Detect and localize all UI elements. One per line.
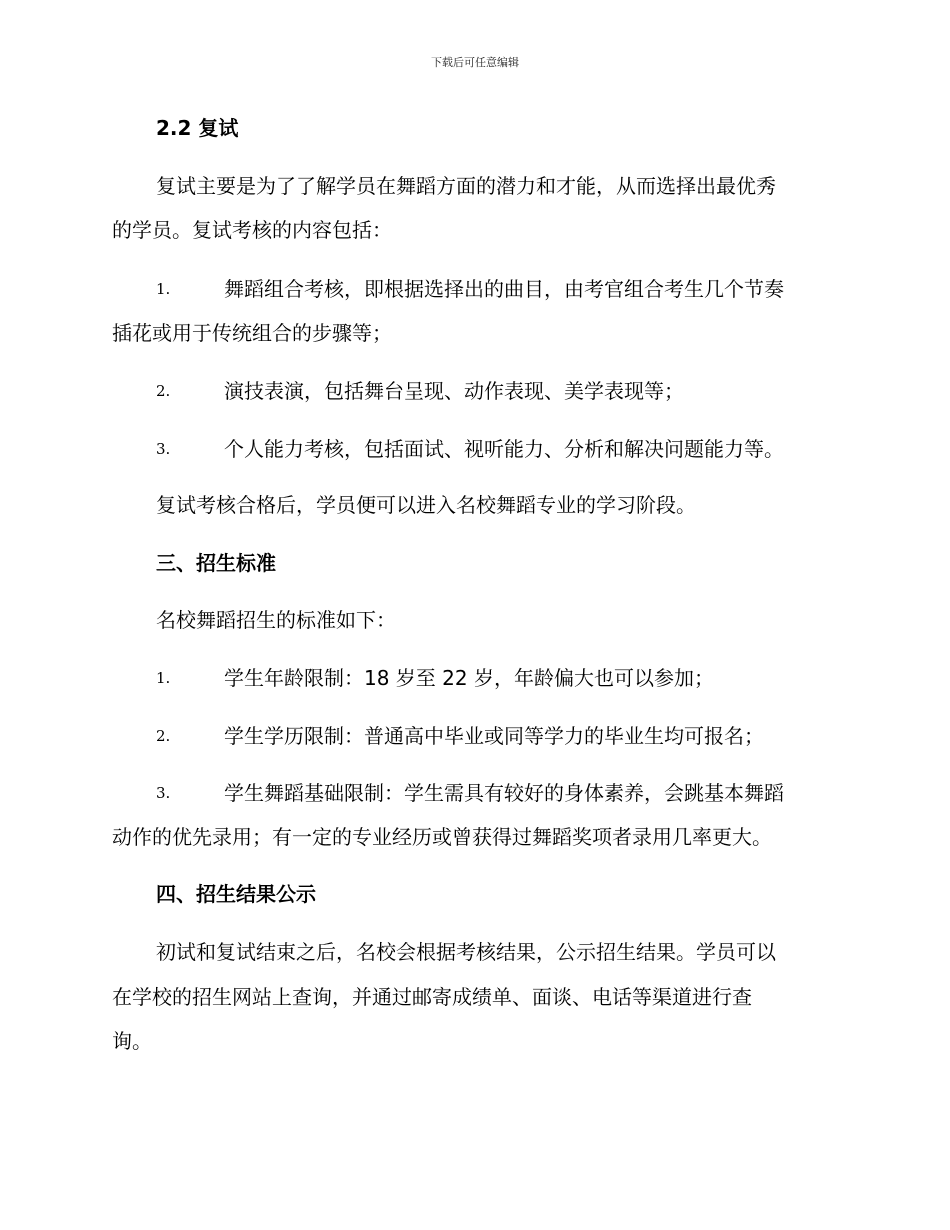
list-item-text: 个人能力考核，包括面试、视听能力、分析和解决问题能力等。	[224, 437, 784, 461]
list-number: 3.	[156, 784, 171, 802]
section-2-2-intro-line2: 的学员。复试考核的内容包括：	[112, 218, 392, 242]
list-number: 1.	[156, 669, 171, 687]
list-number: 2.	[156, 382, 171, 400]
section-4-para-line3: 询。	[112, 1029, 152, 1053]
list-item-text: 学生学历限制：普通高中毕业或同等学力的毕业生均可报名；	[224, 724, 764, 748]
list-number: 2.	[156, 727, 171, 745]
header-note: 下载后可任意编辑	[431, 56, 519, 69]
list-item-text: 舞蹈组合考核，即根据选择出的曲目，由考官组合考生几个节奏	[224, 277, 784, 301]
list-item-text-continued: 插花或用于传统组合的步骤等；	[112, 321, 392, 345]
section-4-title: 四、招生结果公示	[156, 882, 316, 906]
list-number: 3.	[156, 440, 171, 458]
section-4-para-line2: 在学校的招生网站上查询，并通过邮寄成绩单、面谈、电话等渠道进行查	[112, 985, 752, 1009]
section-2-2-conclusion: 复试考核合格后，学员便可以进入名校舞蹈专业的学习阶段。	[156, 493, 696, 517]
section-2-2-title: 2.2 复试	[156, 116, 239, 140]
list-item-text: 学生年龄限制：18 岁至 22 岁，年龄偏大也可以参加；	[224, 666, 714, 690]
list-item-text: 学生舞蹈基础限制：学生需具有较好的身体素养，会跳基本舞蹈	[224, 781, 784, 805]
section-3-intro: 名校舞蹈招生的标准如下：	[156, 608, 396, 632]
section-2-2-intro-line1: 复试主要是为了了解学员在舞蹈方面的潜力和才能，从而选择出最优秀	[156, 174, 776, 198]
list-number: 1.	[156, 280, 171, 298]
list-item-text-continued: 动作的优先录用；有一定的专业经历或曾获得过舞蹈奖项者录用几率更大。	[112, 825, 772, 849]
list-item-text: 演技表演，包括舞台呈现、动作表现、美学表现等；	[224, 379, 684, 403]
section-3-title: 三、招生标准	[156, 551, 276, 575]
section-4-para-line1: 初试和复试结束之后，名校会根据考核结果，公示招生结果。学员可以	[156, 940, 776, 964]
